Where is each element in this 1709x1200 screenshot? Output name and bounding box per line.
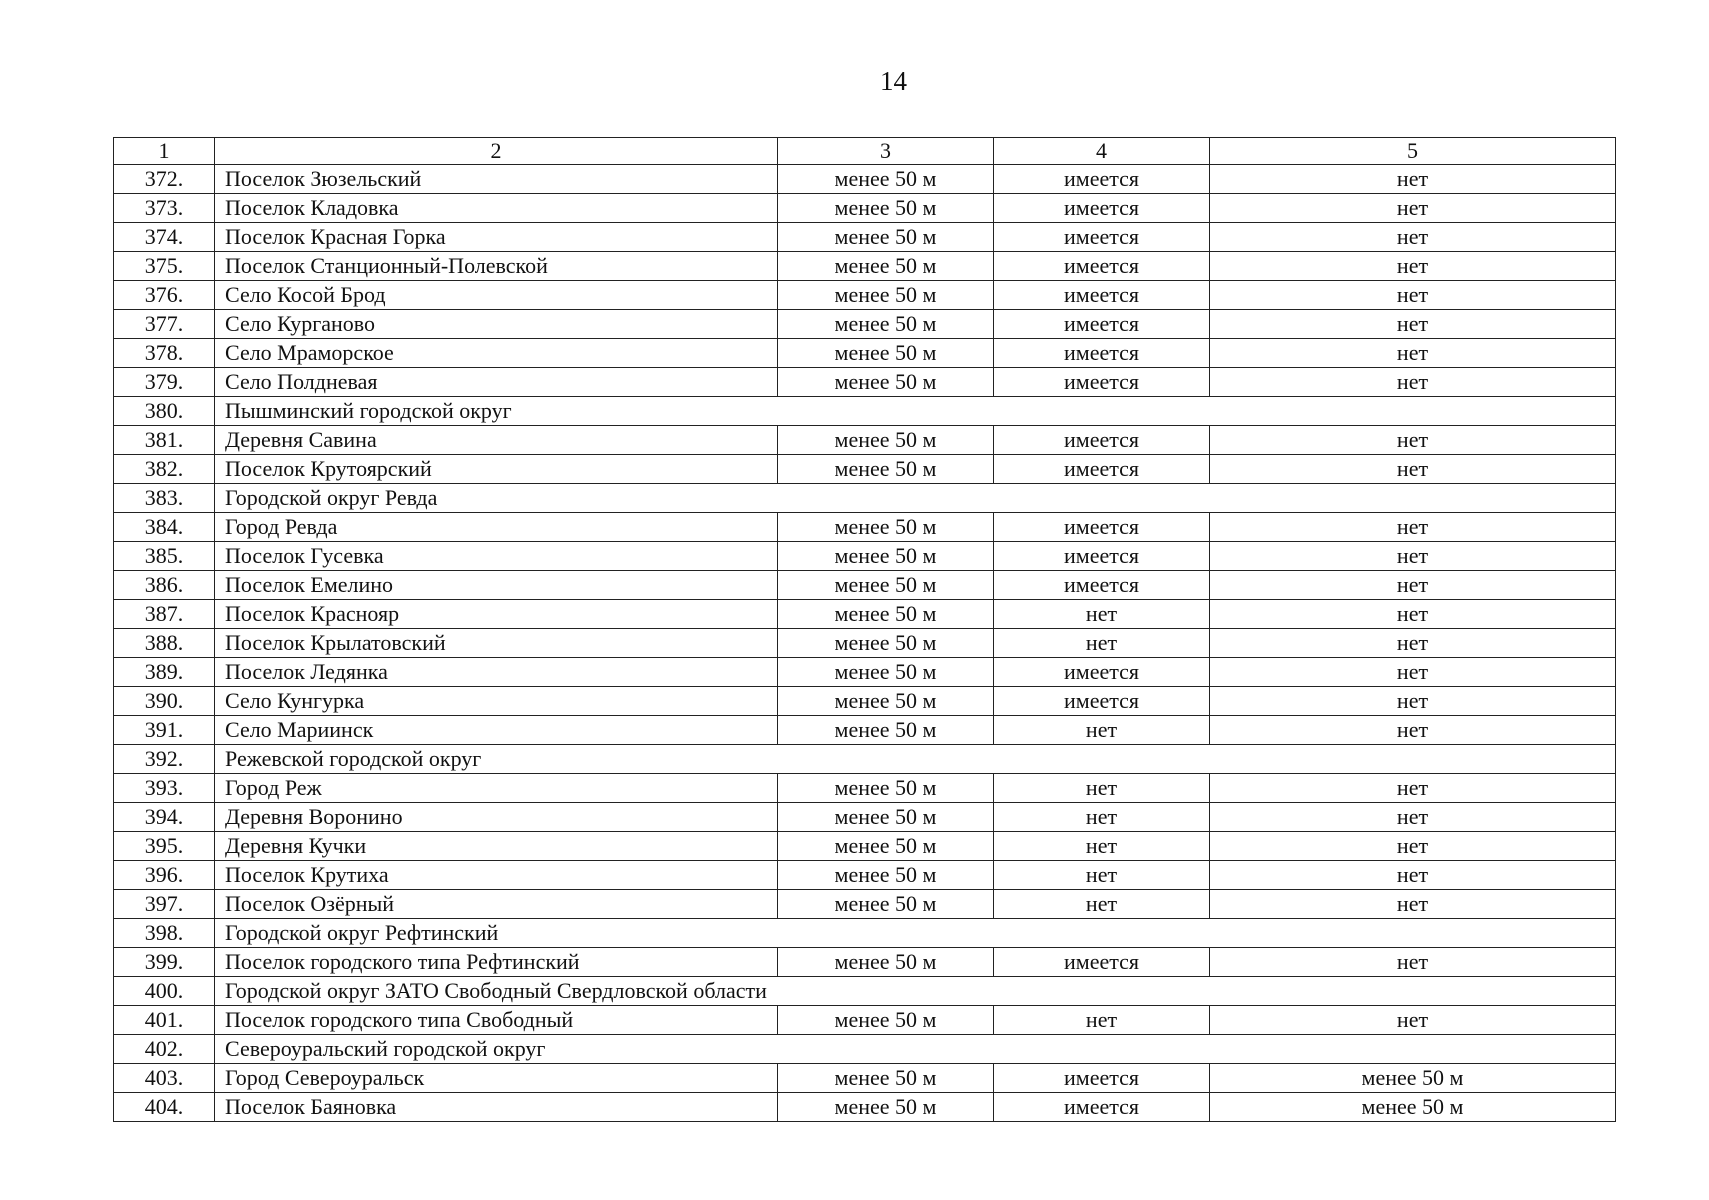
distance-cell: менее 50 м xyxy=(778,223,994,252)
availability-cell: имеется xyxy=(994,426,1210,455)
availability-cell: имеется xyxy=(994,310,1210,339)
table-row xyxy=(114,368,1616,397)
distance-cell: менее 50 м xyxy=(778,194,994,223)
settlement-name: Поселок Краснояр xyxy=(215,600,778,629)
distance-cell: менее 50 м xyxy=(778,1006,994,1035)
settlement-name: Город Североуральск xyxy=(215,1064,778,1093)
table-row xyxy=(114,629,1616,658)
column-5-cell: нет xyxy=(1210,426,1616,455)
row-number: 383. xyxy=(114,484,215,513)
availability-cell: имеется xyxy=(994,223,1210,252)
row-number: 377. xyxy=(114,310,215,339)
availability-cell: имеется xyxy=(994,165,1210,194)
column-5-cell: нет xyxy=(1210,455,1616,484)
column-5-cell: нет xyxy=(1210,252,1616,281)
row-number: 374. xyxy=(114,223,215,252)
settlement-name: Село Мариинск xyxy=(215,716,778,745)
settlement-name: Поселок городского типа Свободный xyxy=(215,1006,778,1035)
row-number: 400. xyxy=(114,977,215,1006)
availability-cell: имеется xyxy=(994,455,1210,484)
row-number: 395. xyxy=(114,832,215,861)
row-number: 397. xyxy=(114,890,215,919)
table-row xyxy=(114,832,1616,861)
table-row xyxy=(114,1064,1616,1093)
row-number: 388. xyxy=(114,629,215,658)
settlement-name: Поселок Крылатовский xyxy=(215,629,778,658)
row-number: 385. xyxy=(114,542,215,571)
distance-cell: менее 50 м xyxy=(778,890,994,919)
settlement-name: Село Полдневая xyxy=(215,368,778,397)
row-number: 402. xyxy=(114,1035,215,1064)
availability-cell: имеется xyxy=(994,1093,1210,1122)
column-5-cell: нет xyxy=(1210,687,1616,716)
settlement-name: Деревня Савина xyxy=(215,426,778,455)
column-5-cell: нет xyxy=(1210,658,1616,687)
distance-cell: менее 50 м xyxy=(778,426,994,455)
column-5-cell: нет xyxy=(1210,629,1616,658)
settlement-name: Поселок Крутиха xyxy=(215,861,778,890)
table-row xyxy=(114,1093,1616,1122)
header-col-1: 1 xyxy=(114,138,215,165)
row-number: 387. xyxy=(114,600,215,629)
availability-cell: нет xyxy=(994,600,1210,629)
distance-cell: менее 50 м xyxy=(778,716,994,745)
table-row xyxy=(114,281,1616,310)
table-row xyxy=(114,716,1616,745)
availability-cell: имеется xyxy=(994,513,1210,542)
row-number: 379. xyxy=(114,368,215,397)
group-row xyxy=(114,397,1616,426)
availability-cell: имеется xyxy=(994,948,1210,977)
row-number: 380. xyxy=(114,397,215,426)
page-number: 14 xyxy=(880,66,907,96)
district-name: Пышминский городской округ xyxy=(215,397,1616,426)
table-row xyxy=(114,194,1616,223)
district-name: Городской округ Рефтинский xyxy=(215,919,1616,948)
distance-cell: менее 50 м xyxy=(778,1064,994,1093)
table-row xyxy=(114,571,1616,600)
table-row xyxy=(114,513,1616,542)
availability-cell: нет xyxy=(994,716,1210,745)
settlement-name: Поселок Кладовка xyxy=(215,194,778,223)
table-row xyxy=(114,890,1616,919)
settlement-name: Поселок Гусевка xyxy=(215,542,778,571)
column-5-cell: нет xyxy=(1210,716,1616,745)
row-number: 382. xyxy=(114,455,215,484)
availability-cell: имеется xyxy=(994,194,1210,223)
settlement-name: Село Косой Брод xyxy=(215,281,778,310)
header-col-5: 5 xyxy=(1210,138,1616,165)
distance-cell: менее 50 м xyxy=(778,658,994,687)
settlement-name: Деревня Кучки xyxy=(215,832,778,861)
column-5-cell: нет xyxy=(1210,1006,1616,1035)
row-number: 404. xyxy=(114,1093,215,1122)
availability-cell: имеется xyxy=(994,339,1210,368)
column-5-cell: нет xyxy=(1210,368,1616,397)
table-row xyxy=(114,542,1616,571)
table-row xyxy=(114,223,1616,252)
settlement-name: Село Курганово xyxy=(215,310,778,339)
group-row xyxy=(114,484,1616,513)
row-number: 393. xyxy=(114,774,215,803)
availability-cell: нет xyxy=(994,832,1210,861)
column-5-cell: менее 50 м xyxy=(1210,1093,1616,1122)
table-row xyxy=(114,600,1616,629)
group-row xyxy=(114,977,1616,1006)
distance-cell: менее 50 м xyxy=(778,455,994,484)
column-5-cell: нет xyxy=(1210,600,1616,629)
availability-cell: нет xyxy=(994,629,1210,658)
availability-cell: имеется xyxy=(994,658,1210,687)
column-5-cell: нет xyxy=(1210,281,1616,310)
column-5-cell: нет xyxy=(1210,571,1616,600)
settlement-name: Город Реж xyxy=(215,774,778,803)
table-row xyxy=(114,774,1616,803)
settlement-name: Поселок Ледянка xyxy=(215,658,778,687)
availability-cell: нет xyxy=(994,774,1210,803)
settlement-name: Поселок Красная Горка xyxy=(215,223,778,252)
row-number: 391. xyxy=(114,716,215,745)
distance-cell: менее 50 м xyxy=(778,252,994,281)
header-col-3: 3 xyxy=(778,138,994,165)
availability-cell: имеется xyxy=(994,252,1210,281)
row-number: 375. xyxy=(114,252,215,281)
district-name: Североуральский городской округ xyxy=(215,1035,1616,1064)
column-5-cell: нет xyxy=(1210,223,1616,252)
row-number: 381. xyxy=(114,426,215,455)
district-name: Режевской городской округ xyxy=(215,745,1616,774)
availability-cell: имеется xyxy=(994,1064,1210,1093)
table-row xyxy=(114,861,1616,890)
row-number: 384. xyxy=(114,513,215,542)
table-row xyxy=(114,426,1616,455)
row-number: 390. xyxy=(114,687,215,716)
settlement-name: Поселок Баяновка xyxy=(215,1093,778,1122)
distance-cell: менее 50 м xyxy=(778,687,994,716)
settlement-name: Деревня Воронино xyxy=(215,803,778,832)
header-col-2: 2 xyxy=(215,138,778,165)
distance-cell: менее 50 м xyxy=(778,281,994,310)
settlements-table xyxy=(113,137,1616,1122)
column-5-cell: нет xyxy=(1210,774,1616,803)
distance-cell: менее 50 м xyxy=(778,861,994,890)
row-number: 403. xyxy=(114,1064,215,1093)
row-number: 372. xyxy=(114,165,215,194)
availability-cell: нет xyxy=(994,803,1210,832)
group-row xyxy=(114,1035,1616,1064)
table-row xyxy=(114,658,1616,687)
distance-cell: менее 50 м xyxy=(778,339,994,368)
distance-cell: менее 50 м xyxy=(778,832,994,861)
row-number: 373. xyxy=(114,194,215,223)
availability-cell: имеется xyxy=(994,542,1210,571)
distance-cell: менее 50 м xyxy=(778,165,994,194)
column-5-cell: нет xyxy=(1210,948,1616,977)
distance-cell: менее 50 м xyxy=(778,368,994,397)
column-5-cell: нет xyxy=(1210,803,1616,832)
row-number: 392. xyxy=(114,745,215,774)
row-number: 399. xyxy=(114,948,215,977)
row-number: 396. xyxy=(114,861,215,890)
availability-cell: нет xyxy=(994,1006,1210,1035)
distance-cell: менее 50 м xyxy=(778,310,994,339)
table-row xyxy=(114,252,1616,281)
availability-cell: имеется xyxy=(994,281,1210,310)
settlement-name: Село Кунгурка xyxy=(215,687,778,716)
distance-cell: менее 50 м xyxy=(778,803,994,832)
settlement-name: Село Мраморское xyxy=(215,339,778,368)
availability-cell: имеется xyxy=(994,368,1210,397)
distance-cell: менее 50 м xyxy=(778,1093,994,1122)
column-5-cell: нет xyxy=(1210,194,1616,223)
column-5-cell: нет xyxy=(1210,339,1616,368)
distance-cell: менее 50 м xyxy=(778,774,994,803)
table-row xyxy=(114,339,1616,368)
table-row xyxy=(114,687,1616,716)
table-row xyxy=(114,1006,1616,1035)
column-5-cell: нет xyxy=(1210,513,1616,542)
header-row xyxy=(114,138,1616,165)
column-5-cell: нет xyxy=(1210,832,1616,861)
table-row xyxy=(114,455,1616,484)
row-number: 398. xyxy=(114,919,215,948)
column-5-cell: менее 50 м xyxy=(1210,1064,1616,1093)
distance-cell: менее 50 м xyxy=(778,513,994,542)
table-row xyxy=(114,803,1616,832)
settlement-name: Поселок Станционный-Полевской xyxy=(215,252,778,281)
availability-cell: нет xyxy=(994,861,1210,890)
table-row xyxy=(114,310,1616,339)
table-body xyxy=(114,138,1616,1122)
district-name: Городской округ Ревда xyxy=(215,484,1616,513)
settlement-name: Поселок городского типа Рефтинский xyxy=(215,948,778,977)
distance-cell: менее 50 м xyxy=(778,600,994,629)
row-number: 401. xyxy=(114,1006,215,1035)
distance-cell: менее 50 м xyxy=(778,948,994,977)
distance-cell: менее 50 м xyxy=(778,542,994,571)
distance-cell: менее 50 м xyxy=(778,629,994,658)
table-row xyxy=(114,948,1616,977)
row-number: 394. xyxy=(114,803,215,832)
availability-cell: имеется xyxy=(994,687,1210,716)
row-number: 386. xyxy=(114,571,215,600)
column-5-cell: нет xyxy=(1210,890,1616,919)
settlement-name: Поселок Крутоярский xyxy=(215,455,778,484)
column-5-cell: нет xyxy=(1210,861,1616,890)
settlement-name: Поселок Озёрный xyxy=(215,890,778,919)
distance-cell: менее 50 м xyxy=(778,571,994,600)
settlement-name: Город Ревда xyxy=(215,513,778,542)
row-number: 378. xyxy=(114,339,215,368)
settlement-name: Поселок Емелино xyxy=(215,571,778,600)
settlement-name: Поселок Зюзельский xyxy=(215,165,778,194)
availability-cell: нет xyxy=(994,890,1210,919)
header-col-4: 4 xyxy=(994,138,1210,165)
group-row xyxy=(114,745,1616,774)
availability-cell: имеется xyxy=(994,571,1210,600)
column-5-cell: нет xyxy=(1210,542,1616,571)
column-5-cell: нет xyxy=(1210,310,1616,339)
column-5-cell: нет xyxy=(1210,165,1616,194)
district-name: Городской округ ЗАТО Свободный Свердловской области xyxy=(215,977,1616,1006)
group-row xyxy=(114,919,1616,948)
table-row xyxy=(114,165,1616,194)
row-number: 376. xyxy=(114,281,215,310)
row-number: 389. xyxy=(114,658,215,687)
